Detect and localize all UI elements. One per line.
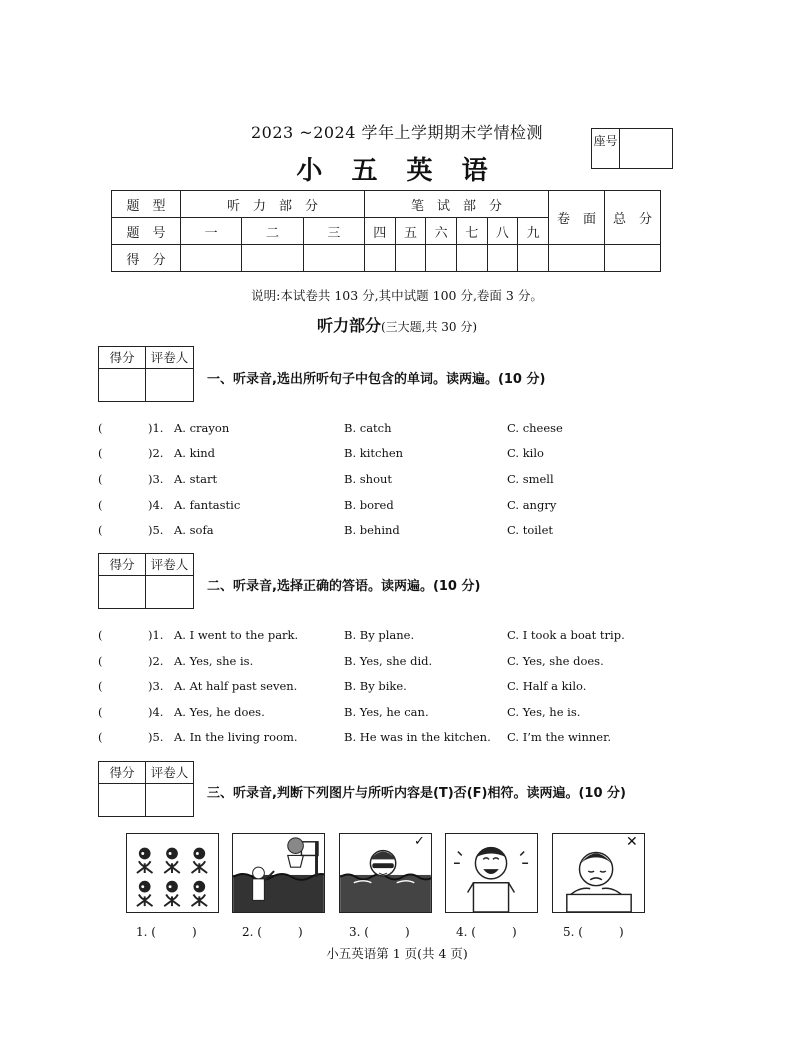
option-b: B. By bike. [344,679,407,693]
answer-paren[interactable]: ( [98,472,103,486]
score-cell[interactable] [487,245,518,272]
header-written: 笔 试 部 分 [364,191,548,218]
option-b: B. kitchen [344,446,404,460]
question-row [98,523,698,543]
question-number: )4. [148,705,164,719]
option-c: C. I’m the winner. [507,730,611,744]
option-b: B. Yes, he can. [344,705,429,719]
grader-box-score-field[interactable] [99,784,146,816]
header-listening: 听 力 部 分 [181,191,365,218]
question-number: )5. [148,523,164,537]
option-b: B. bored [344,498,394,512]
option-c: C. Half a kilo. [507,679,587,693]
section2-title: 二、听录音,选择正确的答语。读两遍。(10 分) [207,579,481,594]
section3-title: 三、听录音,判断下列图片与所听内容是(T)否(F)相符。读两遍。(10 分) [207,786,626,801]
option-c: C. I took a boat trip. [507,628,625,642]
question-row [98,446,698,466]
question-number: 四 [364,218,395,245]
listening-detail: (三大题,共 30 分) [380,320,478,334]
grader-box-grader-label: 评卷人 [146,554,193,576]
page-footer: 小五英语第 1 页(共 4 页) [326,946,468,961]
answer-paren[interactable]: ( [98,654,103,668]
score-cell[interactable] [605,245,661,272]
grader-box-grader-label: 评卷人 [146,347,193,369]
exam-title: 小 五 英 语 [296,156,498,186]
option-c: C. smell [507,472,554,486]
monkeys-illustration [127,834,218,912]
question-number: 八 [487,218,518,245]
answer-paren[interactable]: ( [98,730,103,744]
score-table-row-score [112,245,661,272]
grader-box-score-label: 得分 [99,554,146,576]
cross-mark: ✕ [626,834,638,850]
grader-box [98,761,194,817]
option-c: C. Yes, she does. [507,654,604,668]
question-number: )1. [148,421,164,435]
question-number: )4. [148,498,164,512]
option-a: A. kind [174,446,216,460]
option-c: C. toilet [507,523,554,537]
exam-subtitle: 2023 ~2024 学年上学期期末学情检测 [250,123,544,142]
question-number: )3. [148,472,164,486]
score-cell[interactable] [518,245,549,272]
seat-number-field[interactable] [620,129,672,168]
question-row [98,498,698,518]
score-cell[interactable] [456,245,487,272]
section1-title: 一、听录音,选出所听句子中包含的单词。读两遍。(10 分) [207,372,546,387]
question-number: 六 [426,218,457,245]
grader-box-score-field[interactable] [99,369,146,401]
grader-box-score-field[interactable] [99,576,146,608]
question-row [98,679,698,699]
option-b: B. shout [344,472,393,486]
grader-box [98,346,194,402]
header-neatness: 卷 面 [549,191,605,245]
option-c: C. angry [507,498,557,512]
question-row [98,472,698,492]
question-number: 五 [395,218,426,245]
score-cell[interactable] [426,245,457,272]
option-b: B. catch [344,421,392,435]
question-number: 二 [242,218,303,245]
option-a: A. crayon [174,421,230,435]
question-number: 九 [518,218,549,245]
happy-boy-illustration [446,834,537,912]
seat-number-label: 座号 [592,129,620,168]
row-label-type: 题 型 [112,191,181,218]
score-cell[interactable] [549,245,605,272]
option-b: B. Yes, she did. [344,654,433,668]
question-number: 一 [181,218,242,245]
option-b: B. By plane. [344,628,415,642]
row-label-number: 题 号 [112,218,181,245]
question-number: )1. [148,628,164,642]
score-cell[interactable] [242,245,303,272]
question-number: )3. [148,679,164,693]
question-row [98,730,698,750]
option-b: B. behind [344,523,400,537]
picture-answer-2[interactable]: 2. ( ) [242,925,303,939]
picture-answer-1[interactable]: 1. ( ) [136,925,197,939]
option-c: C. Yes, he is. [507,705,581,719]
answer-paren[interactable]: ( [98,705,103,719]
exam-note: 说明:本试卷共 103 分,其中试题 100 分,卷面 3 分。 [251,288,543,303]
grader-box [98,553,194,609]
option-a: A. start [174,472,218,486]
score-cell[interactable] [181,245,242,272]
question-row [98,654,698,674]
answer-paren[interactable]: ( [98,679,103,693]
question-number: )2. [148,654,164,668]
seat-number-box[interactable] [591,128,673,169]
option-a: A. I went to the park. [174,628,299,642]
option-a: A. sofa [174,523,214,537]
answer-paren[interactable]: ( [98,628,103,642]
option-b: B. He was in the kitchen. [344,730,491,744]
answer-paren[interactable]: ( [98,523,103,537]
grader-box-grader-field[interactable] [146,369,193,401]
option-c: C. kilo [507,446,544,460]
option-a: A. At half past seven. [174,679,298,693]
option-c: C. cheese [507,421,563,435]
picture-basketball [232,833,325,913]
question-number: )5. [148,730,164,744]
answer-paren[interactable]: ( [98,498,103,512]
basketball-illustration [233,834,324,912]
listening-title: 听力部分 [316,316,381,335]
picture-answer-5[interactable]: 5. ( ) [563,925,624,939]
question-number: )2. [148,446,164,460]
picture-answer-3[interactable]: 3. ( ) [349,925,410,939]
option-a: A. Yes, she is. [174,654,254,668]
picture-monkeys [126,833,219,913]
grader-box-score-label: 得分 [99,347,146,369]
listening-header [0,313,794,336]
question-number: 三 [303,218,364,245]
option-a: A. fantastic [174,498,241,512]
picture-answer-4[interactable]: 4. ( ) [456,925,517,939]
option-a: A. In the living room. [174,730,298,744]
score-table-row-type [112,191,661,218]
grader-box-grader-field[interactable] [146,784,193,816]
check-mark: ✓ [414,834,425,849]
option-a: A. Yes, he does. [174,705,265,719]
score-cell[interactable] [303,245,364,272]
answer-paren[interactable]: ( [98,421,103,435]
grader-box-grader-field[interactable] [146,576,193,608]
row-label-score: 得 分 [112,245,181,272]
question-row [98,705,698,725]
grader-box-score-label: 得分 [99,762,146,784]
header-total: 总 分 [605,191,661,245]
score-cell[interactable] [364,245,395,272]
score-cell[interactable] [395,245,426,272]
question-row [98,628,698,648]
answer-paren[interactable]: ( [98,446,103,460]
question-row [98,421,698,441]
picture-happy-boy [445,833,538,913]
grader-box-grader-label: 评卷人 [146,762,193,784]
question-number: 七 [456,218,487,245]
score-table [111,190,661,272]
